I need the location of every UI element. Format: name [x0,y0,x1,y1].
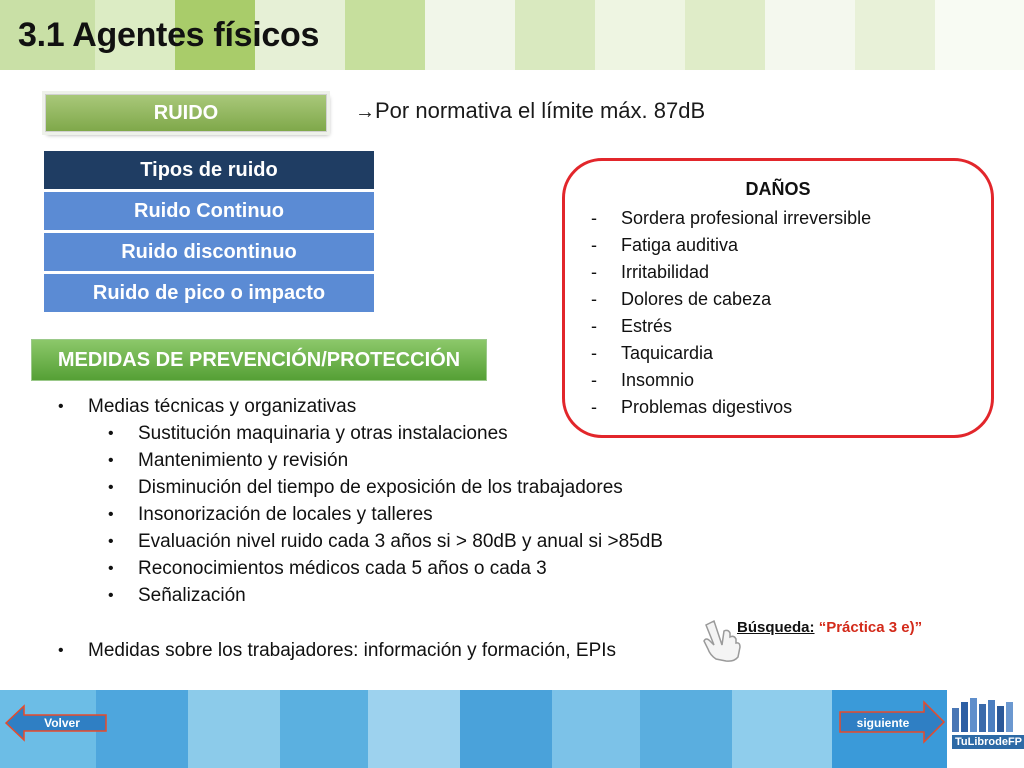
bullet-icon: • [108,479,114,496]
bullet-icon: • [108,560,114,577]
damage-item: - Taquicardia [591,343,714,363]
damage-item: - Dolores de cabeza [591,289,772,309]
bullet-icon: • [108,533,114,550]
damage-item: - Estrés [591,316,673,336]
noise-type-row: Ruido Continuo [44,192,374,230]
list-item: • Medidas sobre los trabajadores: información y formación, EPIs [58,640,617,661]
noise-limit-text: Por normativa el límite máx. 87dB [375,98,706,123]
damage-item: - Insomnio [591,370,695,390]
hand-pointer-icon[interactable] [700,615,742,663]
search-label: Búsqueda: [737,619,815,636]
damage-item: - Problemas digestivos [591,397,793,417]
list-item: • Medias técnicas y organizativas [58,396,357,417]
damages-box [562,158,994,438]
list-item: • Insonorización de locales y talleres [108,504,433,525]
list-item: • Sustitución maquinaria y otras instalaciones [108,423,508,444]
list-item: • Disminución del tiempo de exposición de los trabajadores [108,477,623,498]
page-title: 3.1 Agentes físicos [18,16,320,54]
logo-text: TuLibrodeFP [952,735,1024,749]
bullet-icon: • [58,642,64,659]
prevention-label: MEDIDAS DE PREVENCIÓN/PROTECCIÓN [31,339,487,381]
damage-item: - Fatiga auditiva [591,235,739,255]
damage-item: - Irritabilidad [591,262,710,282]
damage-item: - Sordera profesional irreversible [591,208,872,228]
arrow-right-icon: → [355,101,375,123]
noise-types-header: Tipos de ruido [44,151,374,189]
noise-types-table [44,151,374,315]
search-note [737,619,922,636]
next-button[interactable]: siguiente [856,716,910,730]
bullet-icon: • [108,452,114,469]
list-item: • Mantenimiento y revisión [108,450,349,471]
list-item: • Señalización [108,585,246,606]
noise-type-row: Ruido de pico o impacto [44,274,374,312]
noise-limit-note [355,98,705,124]
back-button[interactable]: Volver [44,716,80,730]
bullet-icon: • [108,425,114,442]
list-item: • Evaluación nivel ruido cada 3 años si > 80dB y anual si >85dB [108,531,663,552]
bullet-icon: • [108,587,114,604]
bullet-icon: • [108,506,114,523]
books-logo-icon [952,696,1020,732]
ruido-tag: RUIDO [45,94,327,132]
bullet-icon: • [58,398,64,415]
noise-type-row: Ruido discontinuo [44,233,374,271]
list-item: • Reconocimientos médicos cada 5 años o cada 3 [108,558,547,579]
search-value: “Práctica 3 e)” [818,619,923,636]
damages-title: DAÑOS [745,179,811,199]
